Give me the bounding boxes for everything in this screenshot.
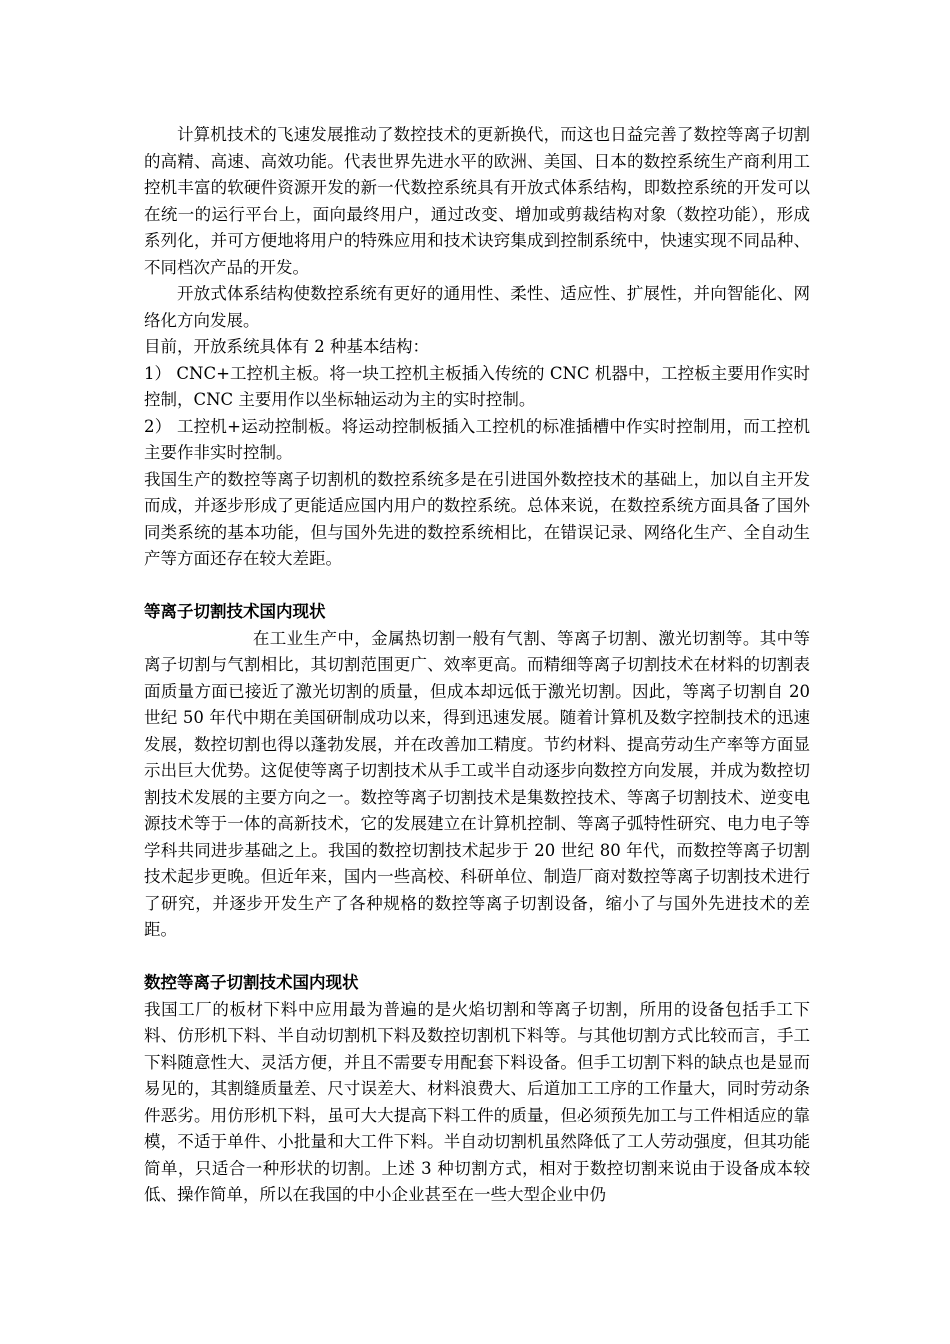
- intro-paragraph-3: 目前，开放系统具体有 2 种基本结构：: [144, 337, 429, 356]
- section-heading-cnc-plasma: 数控等离子切割技术国内现状: [144, 973, 359, 992]
- section-heading-domestic-plasma: 等离子切割技术国内现状: [144, 602, 326, 621]
- section-gap: [144, 573, 810, 600]
- document-body: [144, 122, 810, 1209]
- structure-item-1: 1） CNC+工控机主板。将一块工控机主板插入传统的 CNC 机器中，工控板主要用作实时控制，CNC 主要用作以坐标轴运动为主的实时控制。: [144, 363, 810, 409]
- intro-paragraph-4: 我国生产的数控等离子切割机的数控系统多是在引进国外数控技术的基础上，加以自主开发而成，并逐步形成了更能适应国内用户的数控系统。总体来说，在数控系统方面具备了国外同类系统的基本功能，但与国外先进的数控系统相比，在错误记录、网络化生产、全自动生产等方面还存在较大差距。: [144, 469, 810, 568]
- intro-paragraph-2: 开放式体系结构使数控系统有更好的通用性、柔性、适应性、扩展性，并向智能化、网络化方向发展。: [144, 284, 810, 330]
- section-gap: [144, 944, 810, 971]
- section-body-domestic-plasma: 在工业生产中，金属热切割一般有气割、等离子切割、激光切割等。其中等离子切割与气割相比，其切割范围更广、效率更高。而精细等离子切割技术在材料的切割表面质量方面已接近了激光切割的质量，但成本却远低于激光切割。因此，等离子切割自 20 世纪 50 年代中期在美国研制成功以来，得到迅速发展。随着计算机及数字控制技术的迅速发展，数控切割也得以蓬勃发展，并在改善加工精度。节约材料、提高劳动生产率等方面显示出巨大优势。这促使等离子切割技术从手工或半自动逐步向数控方向发展，并成为数控切割技术发展的主要方向之一。数控等离子切割技术是集数控技术、等离子切割技术、逆变电源技术等于一体的高新技术，它的发展建立在计算机控制、等离子弧特性研究、电力电子等学科共同进步基础之上。我国的数控切割技术起步于 20 世纪 80 年代，而数控等离子切割技术起步更晚。但近年来，国内一些高校、科研单位、制造厂商对数控等离子切割技术进行了研究，并逐步开发生产了各种规格的数控等离子切割设备，缩小了与国外先进技术的差距。: [144, 628, 810, 939]
- section-body-cnc-plasma: 我国工厂的板材下料中应用最为普遍的是火焰切割和等离子切割，所用的设备包括手工下料、仿形机下料、半自动切割机下料及数控切割机下料等。与其他切割方式比较而言，手工下料随意性大、灵活方便，并且不需要专用配套下料设备。但手工切割下料的缺点也是显而易见的，其割缝质量差、尺寸误差大、材料浪费大、后道加工工序的工作量大，同时劳动条件恶劣。用仿形机下料，虽可大大提高下料工件的质量，但必须预先加工与工件相适应的靠模，不适于单件、小批量和大工件下料。半自动切割机虽然降低了工人劳动强度，但其功能简单，只适合一种形状的切割。上述 3 种切割方式，相对于数控切割来说由于设备成本较低、操作简单，所以在我国的中小企业甚至在一些大型企业中仍: [144, 999, 810, 1204]
- structure-item-2: 2） 工控机+运动控制板。将运动控制板插入工控机的标准插槽中作实时控制用，而工控机主要作非实时控制。: [144, 416, 810, 462]
- intro-paragraph-1: 计算机技术的飞速发展推动了数控技术的更新换代，而这也日益完善了数控等离子切割的高精、高速、高效功能。代表世界先进水平的欧洲、美国、日本的数控系统生产商利用工控机丰富的软硬件资源开发的新一代数控系统具有开放式体系结构，即数控系统的开发可以在统一的运行平台上，面向最终用户，通过改变、增加或剪裁结构对象（数控功能），形成系列化，并可方便地将用户的特殊应用和技术诀窍集成到控制系统中，快速实现不同品种、不同档次产品的开发。: [144, 125, 810, 277]
